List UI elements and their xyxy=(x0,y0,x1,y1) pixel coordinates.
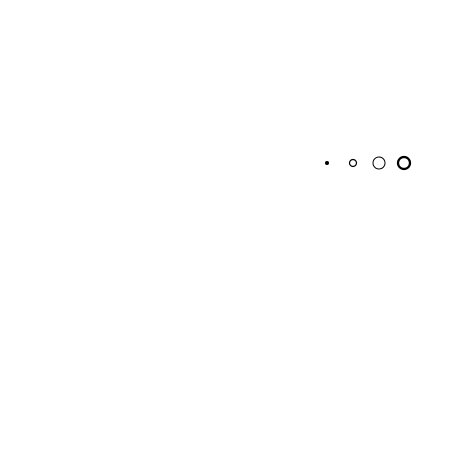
legend-oh-symbol xyxy=(398,157,410,169)
polyhedra-diagram xyxy=(22,6,452,92)
legend-si-symbol xyxy=(325,161,329,165)
legend-symbols xyxy=(325,157,410,169)
legend-al-symbol xyxy=(350,160,357,167)
ion-bond-diagram xyxy=(30,118,430,228)
legend-o-symbol xyxy=(373,157,385,169)
